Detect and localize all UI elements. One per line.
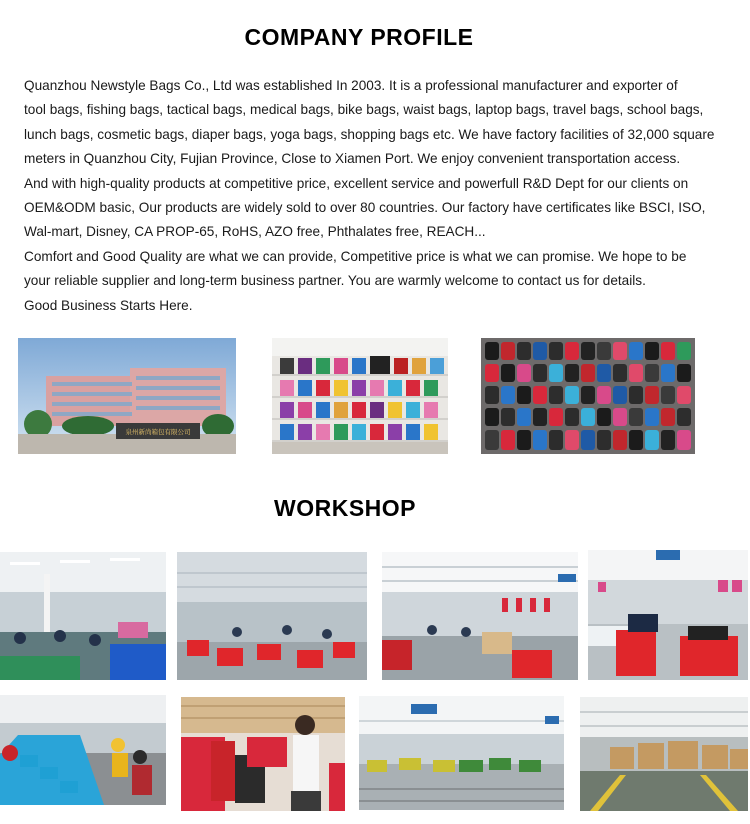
warehouse-cartons-photo <box>580 697 748 811</box>
factory-building-photo <box>18 338 236 454</box>
sewing-line-workers-photo <box>0 695 166 805</box>
profile-line-2: tool bags, fishing bags, tactical bags, medical bags, bike bags, waist bags, laptop bags, travel bags, school bags, <box>24 102 704 118</box>
company-profile-title: COMPANY PROFILE <box>244 24 474 50</box>
sewing-workshop-photo-1 <box>0 552 166 680</box>
sewing-workshop-photo-3 <box>382 552 578 680</box>
backpack-display-photo <box>481 338 695 454</box>
sewing-workshop-photo-4 <box>588 550 748 680</box>
profile-line-1: Quanzhou Newstyle Bags Co., Ltd was established In 2003. It is a professional manufacturer and exporter of <box>24 78 678 93</box>
profile-line-9: your reliable supplier and long-term business partner. You are warmly welcome to contact us for details. <box>24 273 646 289</box>
bag-assembly-line-photo <box>359 696 564 810</box>
profile-line-3: lunch bags, cosmetic bags, diaper bags, yoga bags, shopping bags etc. We have factory facilities of 32,000 square <box>24 126 715 142</box>
profile-line-8: Comfort and Good Quality are what we can provide, Competitive price is what we can promise. We hope to be <box>24 248 687 264</box>
sewing-workshop-photo-2 <box>177 552 367 680</box>
profile-line-4: meters in Quanzhou City, Fujian Province, Close to Xiamen Port. We enjoy convenient transportation access. <box>24 151 681 167</box>
workshop-title: WORKSHOP <box>274 495 416 521</box>
profile-line-6: OEM&ODM basic, Our products are widely sold to over 80 countries. Our factory have certificates like BSCI, ISO, <box>24 200 706 216</box>
profile-line-10: Good Business Starts Here. <box>24 297 193 313</box>
profile-line-5: And with high-quality products at competitive price, excellent service and powerfull R&D Dept for our clients on <box>24 175 689 191</box>
profile-line-7: Wal-mart, Disney, CA PROP-65, RoHS, AZO free, Phthalates free, REACH... <box>24 224 486 240</box>
building-sign: 泉州新尚箱包有限公司 <box>125 428 191 436</box>
luggage-inspection-photo <box>181 697 345 811</box>
company-profile-text <box>24 74 746 318</box>
showroom-shelves-photo <box>272 338 448 454</box>
